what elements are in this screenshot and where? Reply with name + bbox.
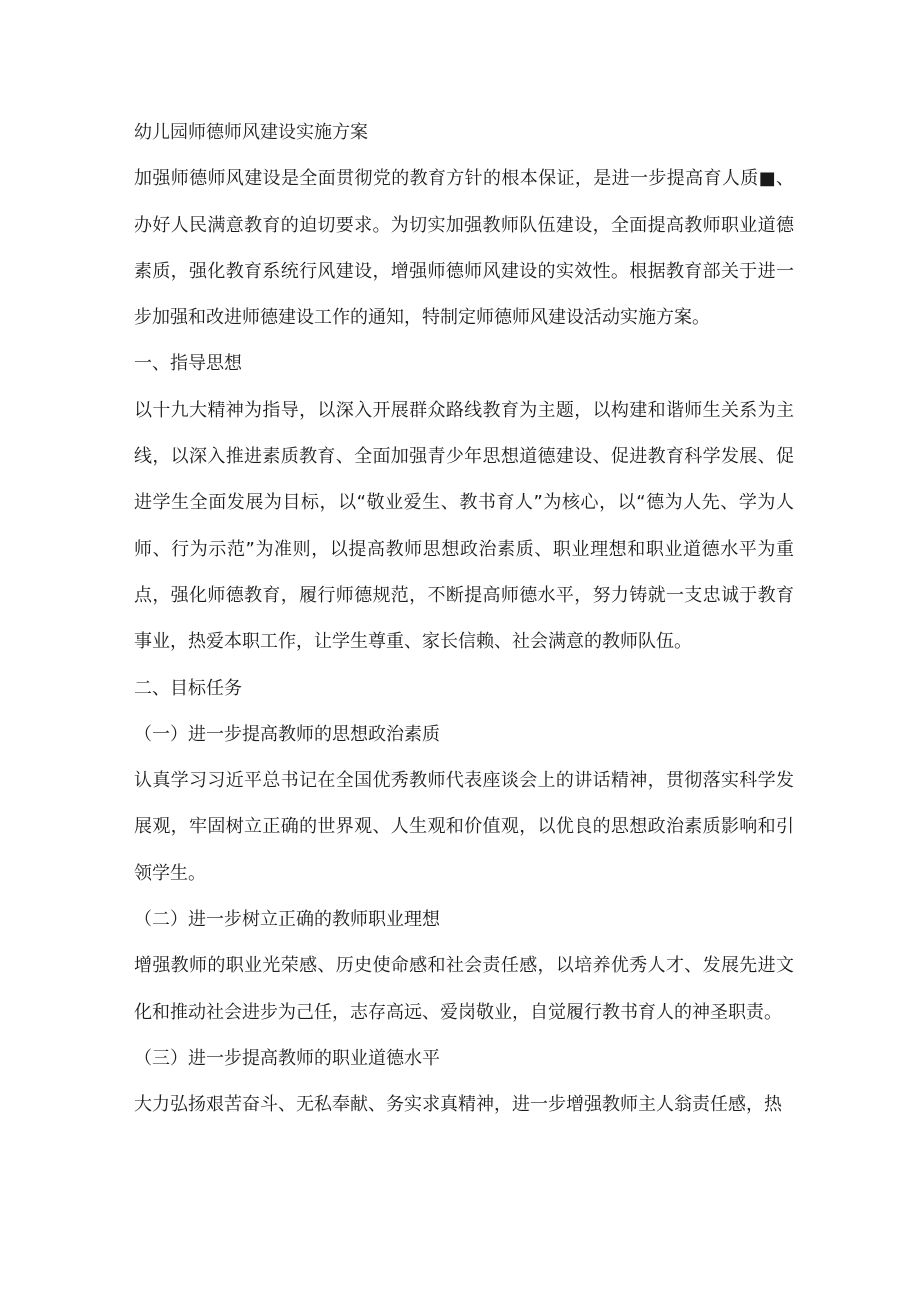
document-body (134, 110, 794, 1129)
section-heading-goals-tasks: 二、目标任务 (134, 677, 242, 699)
intro-paragraph: 加强师德师风建设是全面贯彻党的教育方针的根本保证，是进一步提高育人质■、办好人民满意教育的迫切要求。为切实加强教师队伍建设，全面提高教师职业道德素质，强化教育系统行风建设，增强师德师风建设的实效性。根据教育部关于进一步加强和改进师德建设工作的通知，特制定师德师风建设活动实施方案。 (134, 168, 794, 329)
subsection-heading-career-ideal: （二）进一步树立正确的教师职业理想 (134, 909, 440, 931)
document-title: 幼儿园师德师风建设实施方案 (134, 122, 368, 143)
subsection-heading-political-quality: （一）进一步提高教师的思想政治素质 (134, 723, 440, 745)
professional-ethics-paragraph: 大力弘扬艰苦奋斗、无私奉献、务实求真精神，进一步增强教师主人翁责任感，热 (134, 1094, 782, 1116)
subsection-heading-professional-ethics: （三）进一步提高教师的职业道德水平 (134, 1047, 440, 1069)
guiding-ideology-paragraph: 以十九大精神为指导，以深入开展群众路线教育为主题，以构建和谐师生关系为主线，以深入推进素质教育、全面加强青少年思想道德建设、促进教育科学发展、促进学生全面发展为目标，以“敬业爱生、教书育人”为核心，以“德为人先、学为人师、行为示范”为准则，以提高教师思想政治素质、职业理想和职业道德水平为重点，强化师德教育，履行师德规范，不断提高师德水平，努力铸就一支忠诚于教育事业，热爱本职工作，让学生尊重、家长信赖、社会满意的教师队伍。 (134, 399, 794, 653)
political-quality-paragraph: 认真学习习近平总书记在全国优秀教师代表座谈会上的讲话精神，贯彻落实科学发展观，牢固树立正确的世界观、人生观和价值观，以优良的思想政治素质影响和引领学生。 (134, 770, 794, 884)
career-ideal-paragraph: 增强教师的职业光荣感、历史使命感和社会责任感，以培养优秀人才、发展先进文化和推动社会进步为己任，志存高远、爱岗敬业，自觉履行教书育人的神圣职责。 (134, 955, 794, 1023)
section-heading-guiding-ideology: 一、指导思想 (134, 353, 242, 375)
